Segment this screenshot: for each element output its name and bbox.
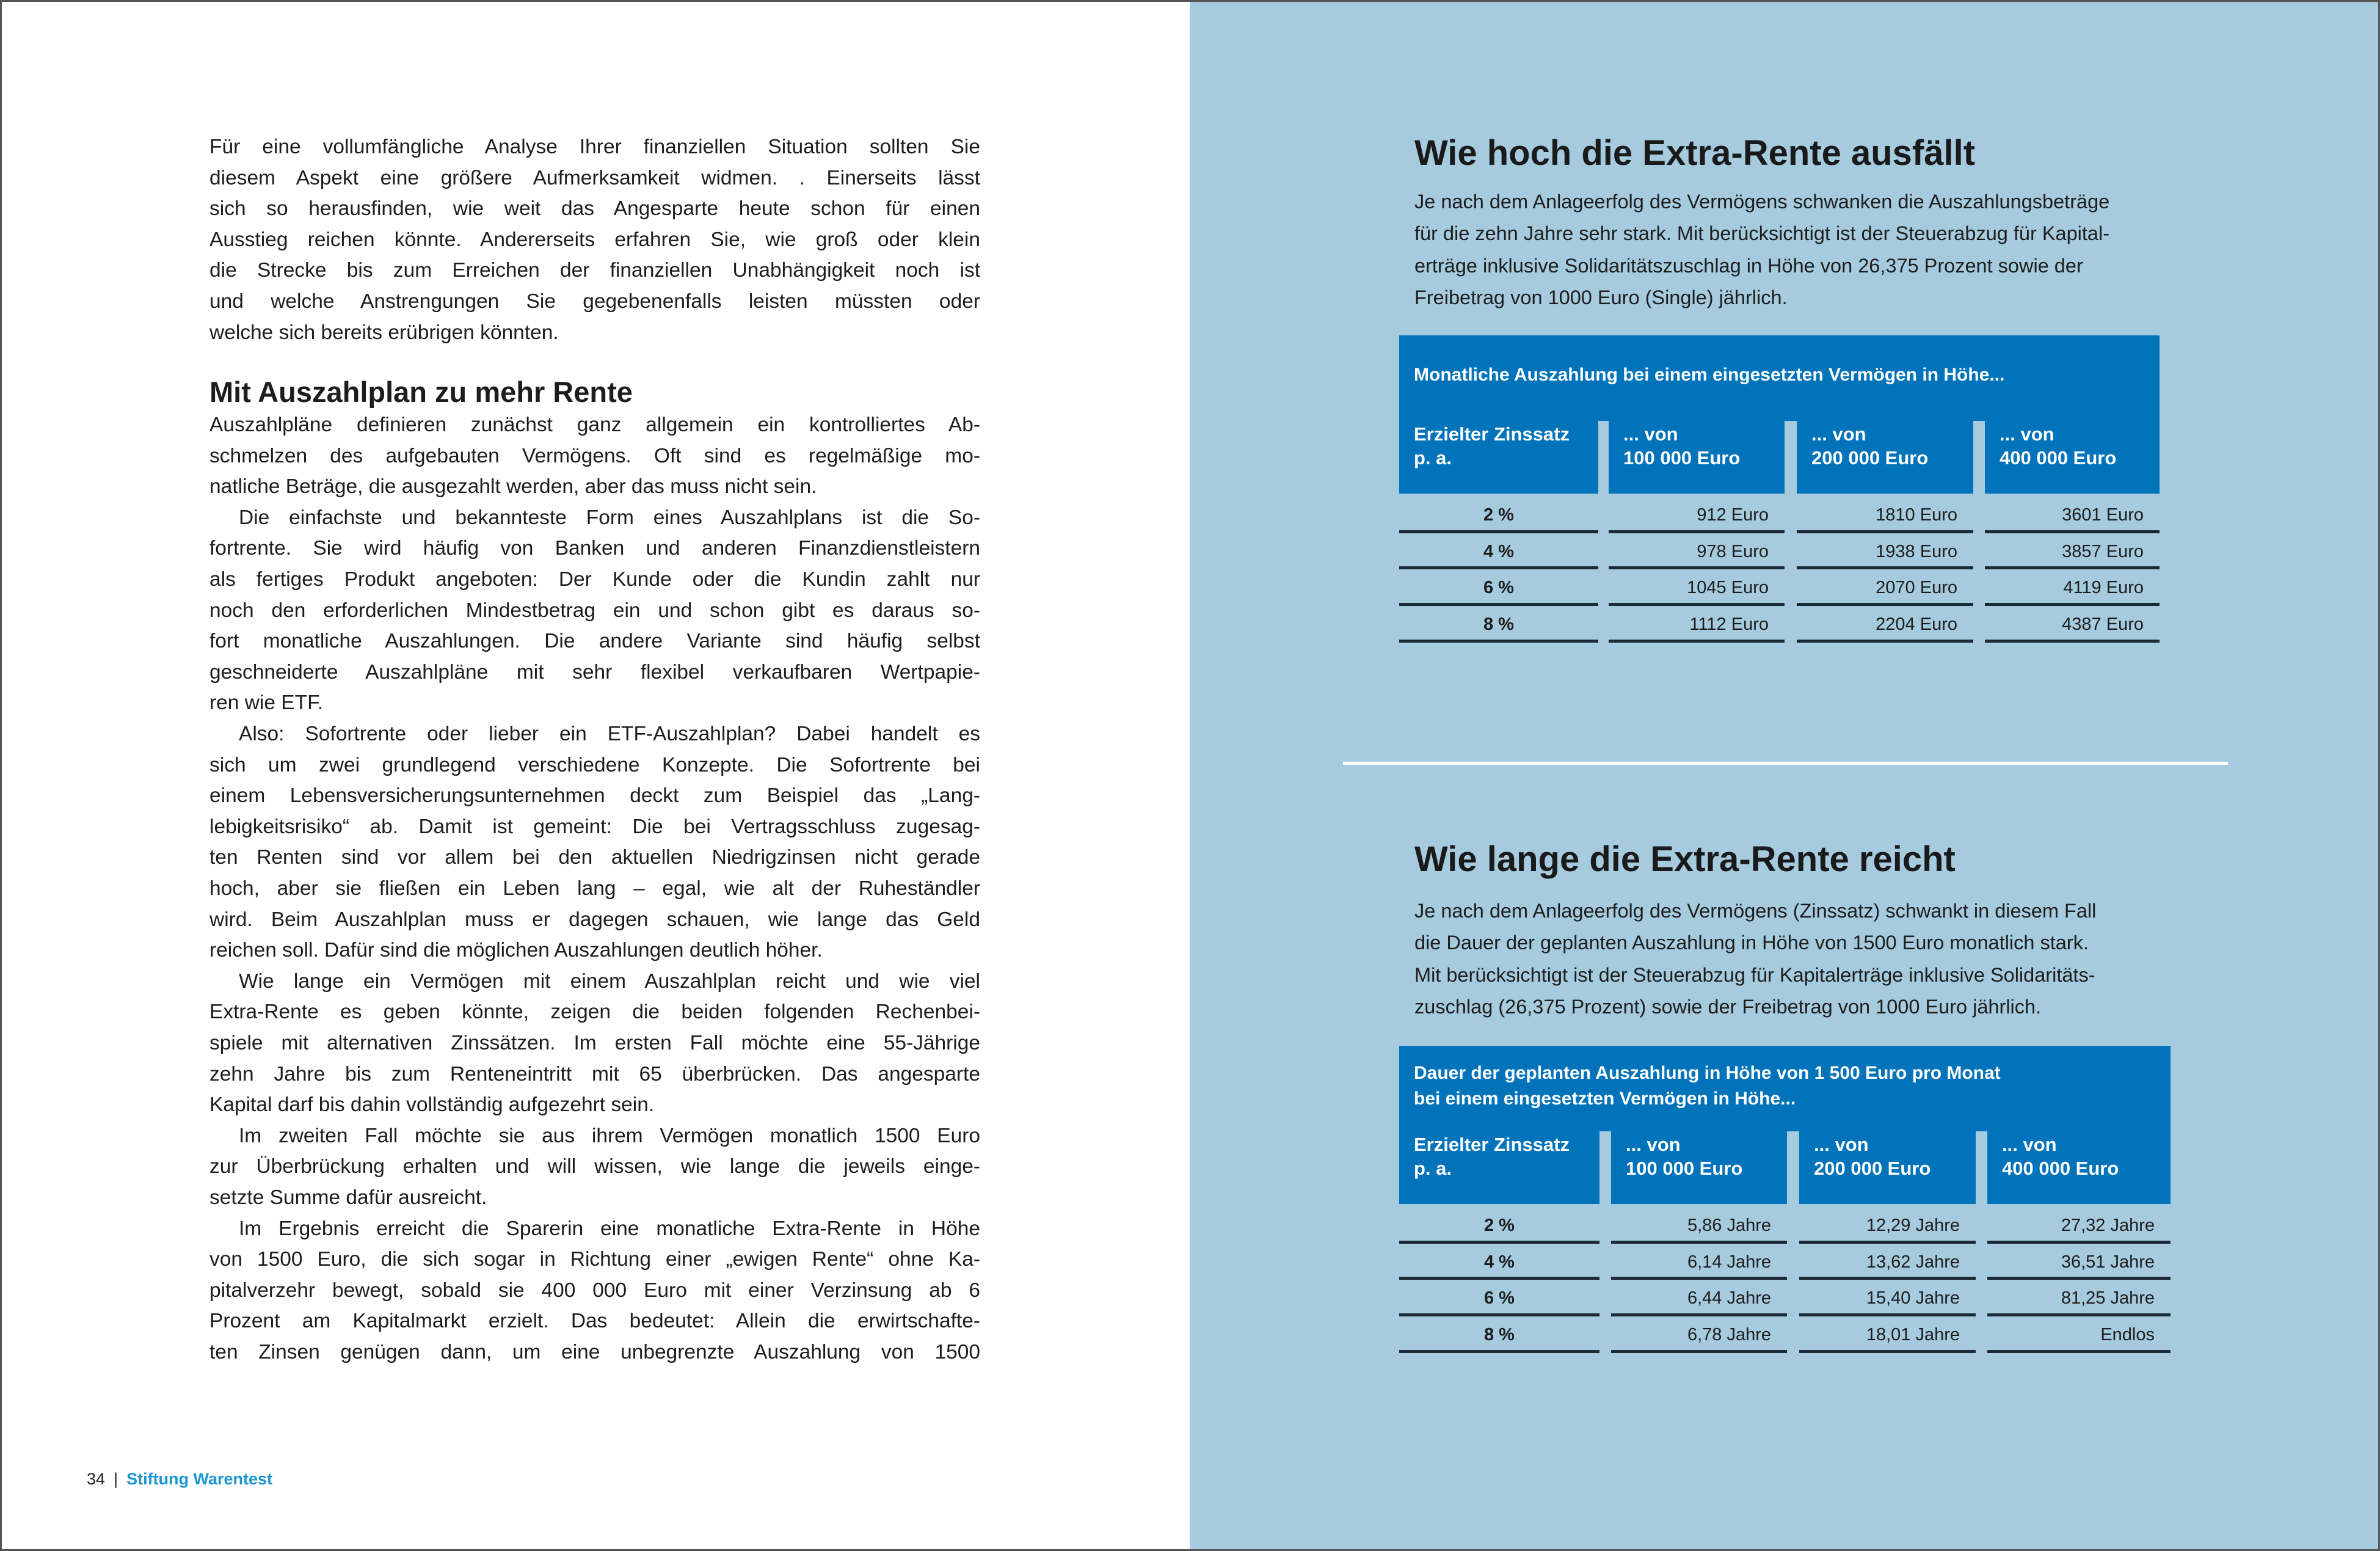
value-cell: Endlos (1987, 1316, 2171, 1353)
text-line: Ausstieg reichen könnte. Andererseits erfahren Sie, wie groß oder klein (209, 228, 980, 251)
table-title: bei einem eingesetzten Vermögen in Höhe... (1414, 1089, 1796, 1109)
text-line: wird. Beim Auszahlplan muss er dagegen schauen, wie lange das Geld (209, 908, 980, 931)
value-cell: 13,62 Jahre (1799, 1244, 1976, 1280)
text-line: und welche Anstrengungen Sie gegebenenfalls leisten müssten oder (209, 290, 980, 313)
duration-table (1399, 1046, 2171, 1354)
text-line: erträge inklusive Solidaritätszuschlag in Höhe von 26,375 Prozent sowie der (1414, 254, 2083, 277)
value-cell: 2070 Euro (1797, 569, 1973, 606)
value-cell: 6,78 Jahre (1611, 1316, 1787, 1353)
text-line: natliche Beträge, die ausgezahlt werden, aber das muss nicht sein. (209, 475, 817, 498)
page-footer (87, 1469, 272, 1489)
text-line: Je nach dem Anlageerfolg des Vermögens schwanken die Auszahlungsbeträge (1414, 191, 2110, 213)
text-line: pitalverzehr bewegt, sobald sie 400 000 Euro mit einer Verzinsung ab 6 (209, 1279, 980, 1302)
column-header-line: p. a. (1414, 447, 1452, 469)
value-cell: 912 Euro (1609, 497, 1785, 533)
column-header-line: 100 000 Euro (1623, 447, 1741, 469)
text-line: zuschlag (26,375 Prozent) sowie der Freibetrag von 1000 Euro jährlich. (1414, 995, 2042, 1018)
text-line: Also: Sofortrente oder lieber ein ETF-Auszahlplan? Dabei handelt es (239, 723, 980, 745)
page-number: 34 (87, 1470, 106, 1488)
column-header (1985, 414, 2160, 494)
footer-separator: | (114, 1470, 118, 1488)
text-line: fort monatliche Auszahlungen. Die andere Variante sind häufig selbst (209, 630, 980, 653)
section2-heading: Wie lange die Extra-Rente reicht (1414, 839, 1956, 879)
text-line: Mit berücksichtigt ist der Steuerabzug für Kapitalerträge inklusive Solidaritäts- (1414, 963, 2095, 986)
text-line: ten Renten sind vor allem bei den aktuellen Niedrigzinsen nicht gerade (209, 846, 980, 869)
text-line: spiele mit alternativen Zinssätzen. Im ersten Fall möchte eine 55-Jährige (209, 1032, 980, 1054)
column-header-line: Erzielter Zinssatz (1414, 423, 1570, 445)
payout-table (1399, 335, 2160, 644)
value-cell: 15,40 Jahre (1799, 1280, 1976, 1316)
text-line: sich um zwei grundlegend verschiedene Konzepte. Die Sofortrente bei (209, 753, 980, 776)
text-line: setzte Summe dafür ausreicht. (209, 1186, 487, 1209)
text-line: Im Ergebnis erreicht die Sparerin eine monatliche Extra-Rente in Höhe (239, 1217, 980, 1240)
interest-rate-cell: 4 % (1399, 533, 1598, 570)
section1-heading: Wie hoch die Extra-Rente ausfällt (1414, 133, 1976, 173)
value-cell: 1810 Euro (1797, 497, 1973, 533)
value-cell: 3857 Euro (1985, 533, 2160, 570)
text-line: fortrente. Sie wird häufig von Banken und anderen Finanzdienstleistern (209, 537, 980, 560)
value-cell: 12,29 Jahre (1799, 1207, 1976, 1244)
text-line: hoch, aber sie fließen ein Leben lang – egal, wie alt der Ruheständler (209, 877, 980, 900)
column-header-line: 200 000 Euro (1814, 1158, 1931, 1179)
text-line: Extra-Rente es geben könnte, zeigen die beiden folgenden Rechenbei- (209, 1001, 980, 1024)
text-line: geschneiderte Auszahlpläne mit sehr flexibel verkaufbaren Wertpapie- (209, 660, 980, 684)
text-line: von 1500 Euro, die sich sogar in Richtung einer „ewigen Rente“ ohne Ka- (209, 1248, 980, 1271)
column-header-line: 200 000 Euro (1811, 447, 1929, 469)
value-cell: 6,14 Jahre (1611, 1244, 1787, 1280)
text-line: die Dauer der geplanten Auszahlung in Höhe von 1500 Euro monatlich stark. (1414, 932, 2089, 954)
value-cell: 4387 Euro (1985, 606, 2160, 643)
column-header (1399, 1124, 1599, 1204)
text-line: Kapital darf bis dahin vollständig aufgezehrt sein. (209, 1093, 655, 1117)
column-header (1611, 1124, 1787, 1204)
value-cell: 81,25 Jahre (1987, 1280, 2171, 1316)
text-line: zur Überbrückung erhalten und will wissen, wie lange die jeweils einge- (209, 1155, 980, 1178)
brand-name: Stiftung Warentest (126, 1470, 273, 1488)
text-line: welche sich bereits erübrigen könnten. (209, 321, 559, 344)
section-divider (1343, 762, 2228, 765)
value-cell: 3601 Euro (1985, 497, 2160, 533)
text-line: die Strecke bis zum Erreichen der finanziellen Unabhängigkeit noch ist (209, 259, 980, 282)
text-line: Die einfachste und bekannteste Form eines Auszahlplans ist die So- (239, 506, 980, 529)
text-line: Je nach dem Anlageerfolg des Vermögens (Zinssatz) schwankt in diesem Fall (1414, 900, 2097, 922)
text-line: diesem Aspekt eine größere Aufmerksamkeit widmen. . Einerseits lässt (209, 166, 980, 189)
text-line: einem Lebensversicherungsunternehmen deckt zum Beispiel das „Lang- (209, 784, 980, 808)
value-cell: 18,01 Jahre (1799, 1316, 1976, 1353)
column-header-line: ... von (1626, 1134, 1681, 1155)
text-line: ten Zinsen genügen dann, um eine unbegrenzte Auszahlung von 1500 (209, 1341, 980, 1363)
column-header-line: 400 000 Euro (2002, 1158, 2119, 1179)
column-header-line: 400 000 Euro (2000, 447, 2117, 469)
value-cell: 36,51 Jahre (1987, 1244, 2171, 1280)
column-header (1799, 1124, 1976, 1204)
column-header-line: ... von (2000, 423, 2054, 445)
text-line: Wie lange ein Vermögen mit einem Auszahlplan reicht und wie viel (239, 969, 980, 993)
column-header-line: ... von (1811, 423, 1866, 445)
table-title: Dauer der geplanten Auszahlung in Höhe von 1 500 Euro pro Monat (1414, 1063, 2001, 1083)
column-header-line: ... von (1623, 423, 1678, 445)
value-cell: 4119 Euro (1985, 569, 2160, 606)
column-header-line: 100 000 Euro (1626, 1158, 1743, 1179)
text-line: Prozent am Kapitalmarkt erzielt. Das bedeutet: Allein die erwirtschafte- (209, 1310, 980, 1333)
text-line: zehn Jahre bis zum Renteneintritt mit 65 überbrücken. Das angesparte (209, 1062, 980, 1086)
text-line: für die zehn Jahre sehr stark. Mit berücksichtigt ist der Steuerabzug für Kapital- (1414, 222, 2110, 245)
interest-rate-cell: 2 % (1399, 1207, 1599, 1244)
value-cell: 978 Euro (1609, 533, 1785, 570)
interest-rate-cell: 2 % (1399, 497, 1598, 533)
text-line: Auszahlpläne definieren zunächst ganz allgemein ein kontrolliertes Ab- (209, 414, 980, 436)
column-header (1797, 414, 1973, 494)
column-header (1987, 1124, 2171, 1204)
column-header (1609, 414, 1785, 494)
column-header-line: ... von (2002, 1134, 2057, 1155)
column-header (1399, 414, 1598, 494)
text-line: Im zweiten Fall möchte sie aus ihrem Vermögen monatlich 1500 Euro (239, 1124, 980, 1147)
column-header-line: Erzielter Zinssatz (1414, 1134, 1570, 1155)
column-header-line: ... von (1814, 1134, 1869, 1155)
interest-rate-cell: 8 % (1399, 606, 1598, 643)
value-cell: 2204 Euro (1797, 606, 1973, 643)
text-line: sich so herausfinden, wie weit das Angesparte heute schon für einen (209, 197, 980, 221)
value-cell: 1938 Euro (1797, 533, 1973, 570)
interest-rate-cell: 4 % (1399, 1244, 1599, 1280)
section-heading: Mit Auszahlplan zu mehr Rente (209, 376, 633, 408)
value-cell: 1112 Euro (1609, 606, 1785, 643)
interest-rate-cell: 6 % (1399, 1280, 1599, 1316)
value-cell: 6,44 Jahre (1611, 1280, 1787, 1316)
interest-rate-cell: 8 % (1399, 1316, 1599, 1353)
text-line: als fertiges Produkt angeboten: Der Kunde oder die Kundin zahlt nur (209, 568, 980, 591)
text-line: schmelzen des aufgebauten Vermögens. Oft sind es regelmäßige mo- (209, 444, 980, 467)
interest-rate-cell: 6 % (1399, 569, 1598, 606)
text-line: noch den erforderlichen Mindestbetrag ein und schon gibt es daraus so- (209, 599, 980, 622)
text-line: Für eine vollumfängliche Analyse Ihrer finanziellen Situation sollten Sie (209, 136, 980, 158)
column-header-line: p. a. (1414, 1158, 1452, 1179)
value-cell: 5,86 Jahre (1611, 1207, 1787, 1244)
text-line: lebigkeitsrisiko“ ab. Damit ist gemeint: Die bei Vertragsschluss zugesag- (209, 815, 980, 838)
text-line: reichen soll. Dafür sind die möglichen Auszahlungen deutlich höher. (209, 939, 823, 962)
table-title: Monatliche Auszahlung bei einem eingesetzten Vermögen in Höhe... (1414, 365, 2005, 385)
text-line: ren wie ETF. (209, 692, 324, 715)
value-cell: 1045 Euro (1609, 569, 1785, 606)
value-cell: 27,32 Jahre (1987, 1207, 2171, 1244)
text-line: Freibetrag von 1000 Euro (Single) jährlich. (1414, 286, 1788, 308)
